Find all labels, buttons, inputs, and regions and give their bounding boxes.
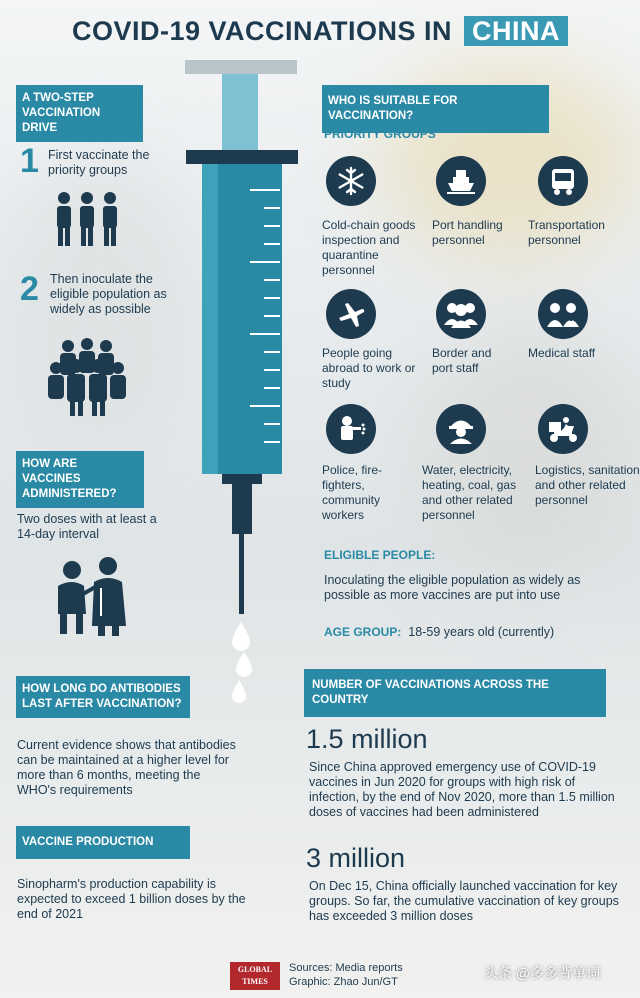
antibodies-header: HOW LONG DO ANTIBODIES LAST AFTER VACCINATION? <box>16 676 190 718</box>
step-1-text: First vaccinate the priority groups <box>48 148 150 177</box>
administered-text: Two doses with at least a 14-day interval <box>17 512 157 541</box>
ship-icon <box>436 156 486 206</box>
drop-icon <box>232 680 246 703</box>
snowflake-icon <box>326 156 376 206</box>
suitable-header: WHO IS SUITABLE FOR VACCINATION? <box>322 85 549 133</box>
title-prefix: COVID-19 VACCINATIONS IN <box>71 16 453 46</box>
numbers-header: NUMBER OF VACCINATIONS ACROSS THE COUNTRY <box>304 669 606 717</box>
bus-icon <box>538 156 588 206</box>
delivery-scooter-icon <box>538 404 588 454</box>
footer-graphic-credit: Graphic: Zhao Jun/GT <box>289 976 398 988</box>
title-country: CHINA <box>464 16 568 46</box>
step-1-number: 1 <box>20 142 39 180</box>
priority-groups-label: PRIORITY GROUPS <box>324 127 436 141</box>
stat-1-text: Since China approved emergency use of COVID-19 vaccines in Jun 2020 for groups with high risk of infection, by the end of Nov 2020, more than 1.5 million doses of vaccines had been administered <box>309 760 615 819</box>
group-label-abroad: People going abroad to work or study <box>322 346 416 390</box>
worker-helmet-icon <box>436 404 486 454</box>
drop-icon <box>232 622 250 651</box>
syringe-flange <box>186 150 298 164</box>
group-label-utilities: Water, electricity, heating, coal, gas and other related personnel <box>422 463 517 522</box>
syringe-plunger-rod <box>222 74 258 150</box>
administered-header: HOW ARE VACCINES ADMINISTERED? <box>16 451 144 508</box>
production-text: Sinopharm's production capability is expected to exceed 1 billion doses by the end of 2021 <box>17 877 246 921</box>
footer-sources: Sources: Media reports <box>289 962 403 974</box>
age-group-label: AGE GROUP: <box>324 625 402 639</box>
syringe-plunger-top <box>185 60 297 74</box>
group-label-police: Police, fire-fighters, community workers <box>322 463 383 522</box>
eligible-people-text: Inoculating the eligible population as widely as possible as more vaccines are put into use <box>324 573 581 602</box>
group-label-logistics: Logistics, sanitation and other related personnel <box>535 463 640 507</box>
syringe-tip <box>222 474 262 484</box>
stat-1-value: 1.5 million <box>306 724 428 754</box>
priority-group-people-icon <box>52 190 122 248</box>
firefighter-icon <box>326 404 376 454</box>
eligible-people-label: ELIGIBLE PEOPLE: <box>324 548 436 562</box>
watermark-text: 头条 @多多背单词 <box>484 965 601 981</box>
production-header: VACCINE PRODUCTION <box>16 826 190 859</box>
medical-staff-icon <box>538 289 588 339</box>
group-label-medical: Medical staff <box>528 346 596 360</box>
group-label-transportation: Transportation personnel <box>528 218 605 247</box>
syringe-needle <box>239 534 244 614</box>
group-label-cold-chain: Cold-chain goods inspection and quarantine personnel <box>322 218 416 277</box>
antibodies-text: Current evidence shows that antibodies can be maintained at a higher level for more than 6 months, meeting the WHO's requirements <box>17 738 236 797</box>
two-step-header: A TWO-STEP VACCINATION DRIVE <box>16 85 143 142</box>
stat-2-text: On Dec 15, China officially launched vaccination for key groups. So far, the cumulative vaccination of key groups has exceeded 3 million doses <box>309 879 619 923</box>
syringe-illustration <box>180 58 300 708</box>
age-group-value: 18-59 years old (currently) <box>408 625 555 639</box>
step-2-number: 2 <box>20 270 39 308</box>
age-group-line <box>324 625 554 640</box>
syringe-hub <box>232 484 252 534</box>
group-label-port-handling: Port handling personnel <box>432 218 503 247</box>
step-2-text: Then inoculate the eligible population as widely as possible <box>50 272 167 316</box>
vaccination-doctor-patient-icon <box>52 556 132 636</box>
eligible-population-crowd-icon <box>46 336 128 416</box>
group-icon <box>436 289 486 339</box>
airplane-icon <box>326 289 376 339</box>
page-title <box>0 16 640 47</box>
drop-icon <box>236 652 252 677</box>
stat-2-value: 3 million <box>306 843 406 873</box>
global-times-logo: GLOBAL TIMES <box>230 962 280 990</box>
group-label-border: Border and port staff <box>432 346 492 375</box>
